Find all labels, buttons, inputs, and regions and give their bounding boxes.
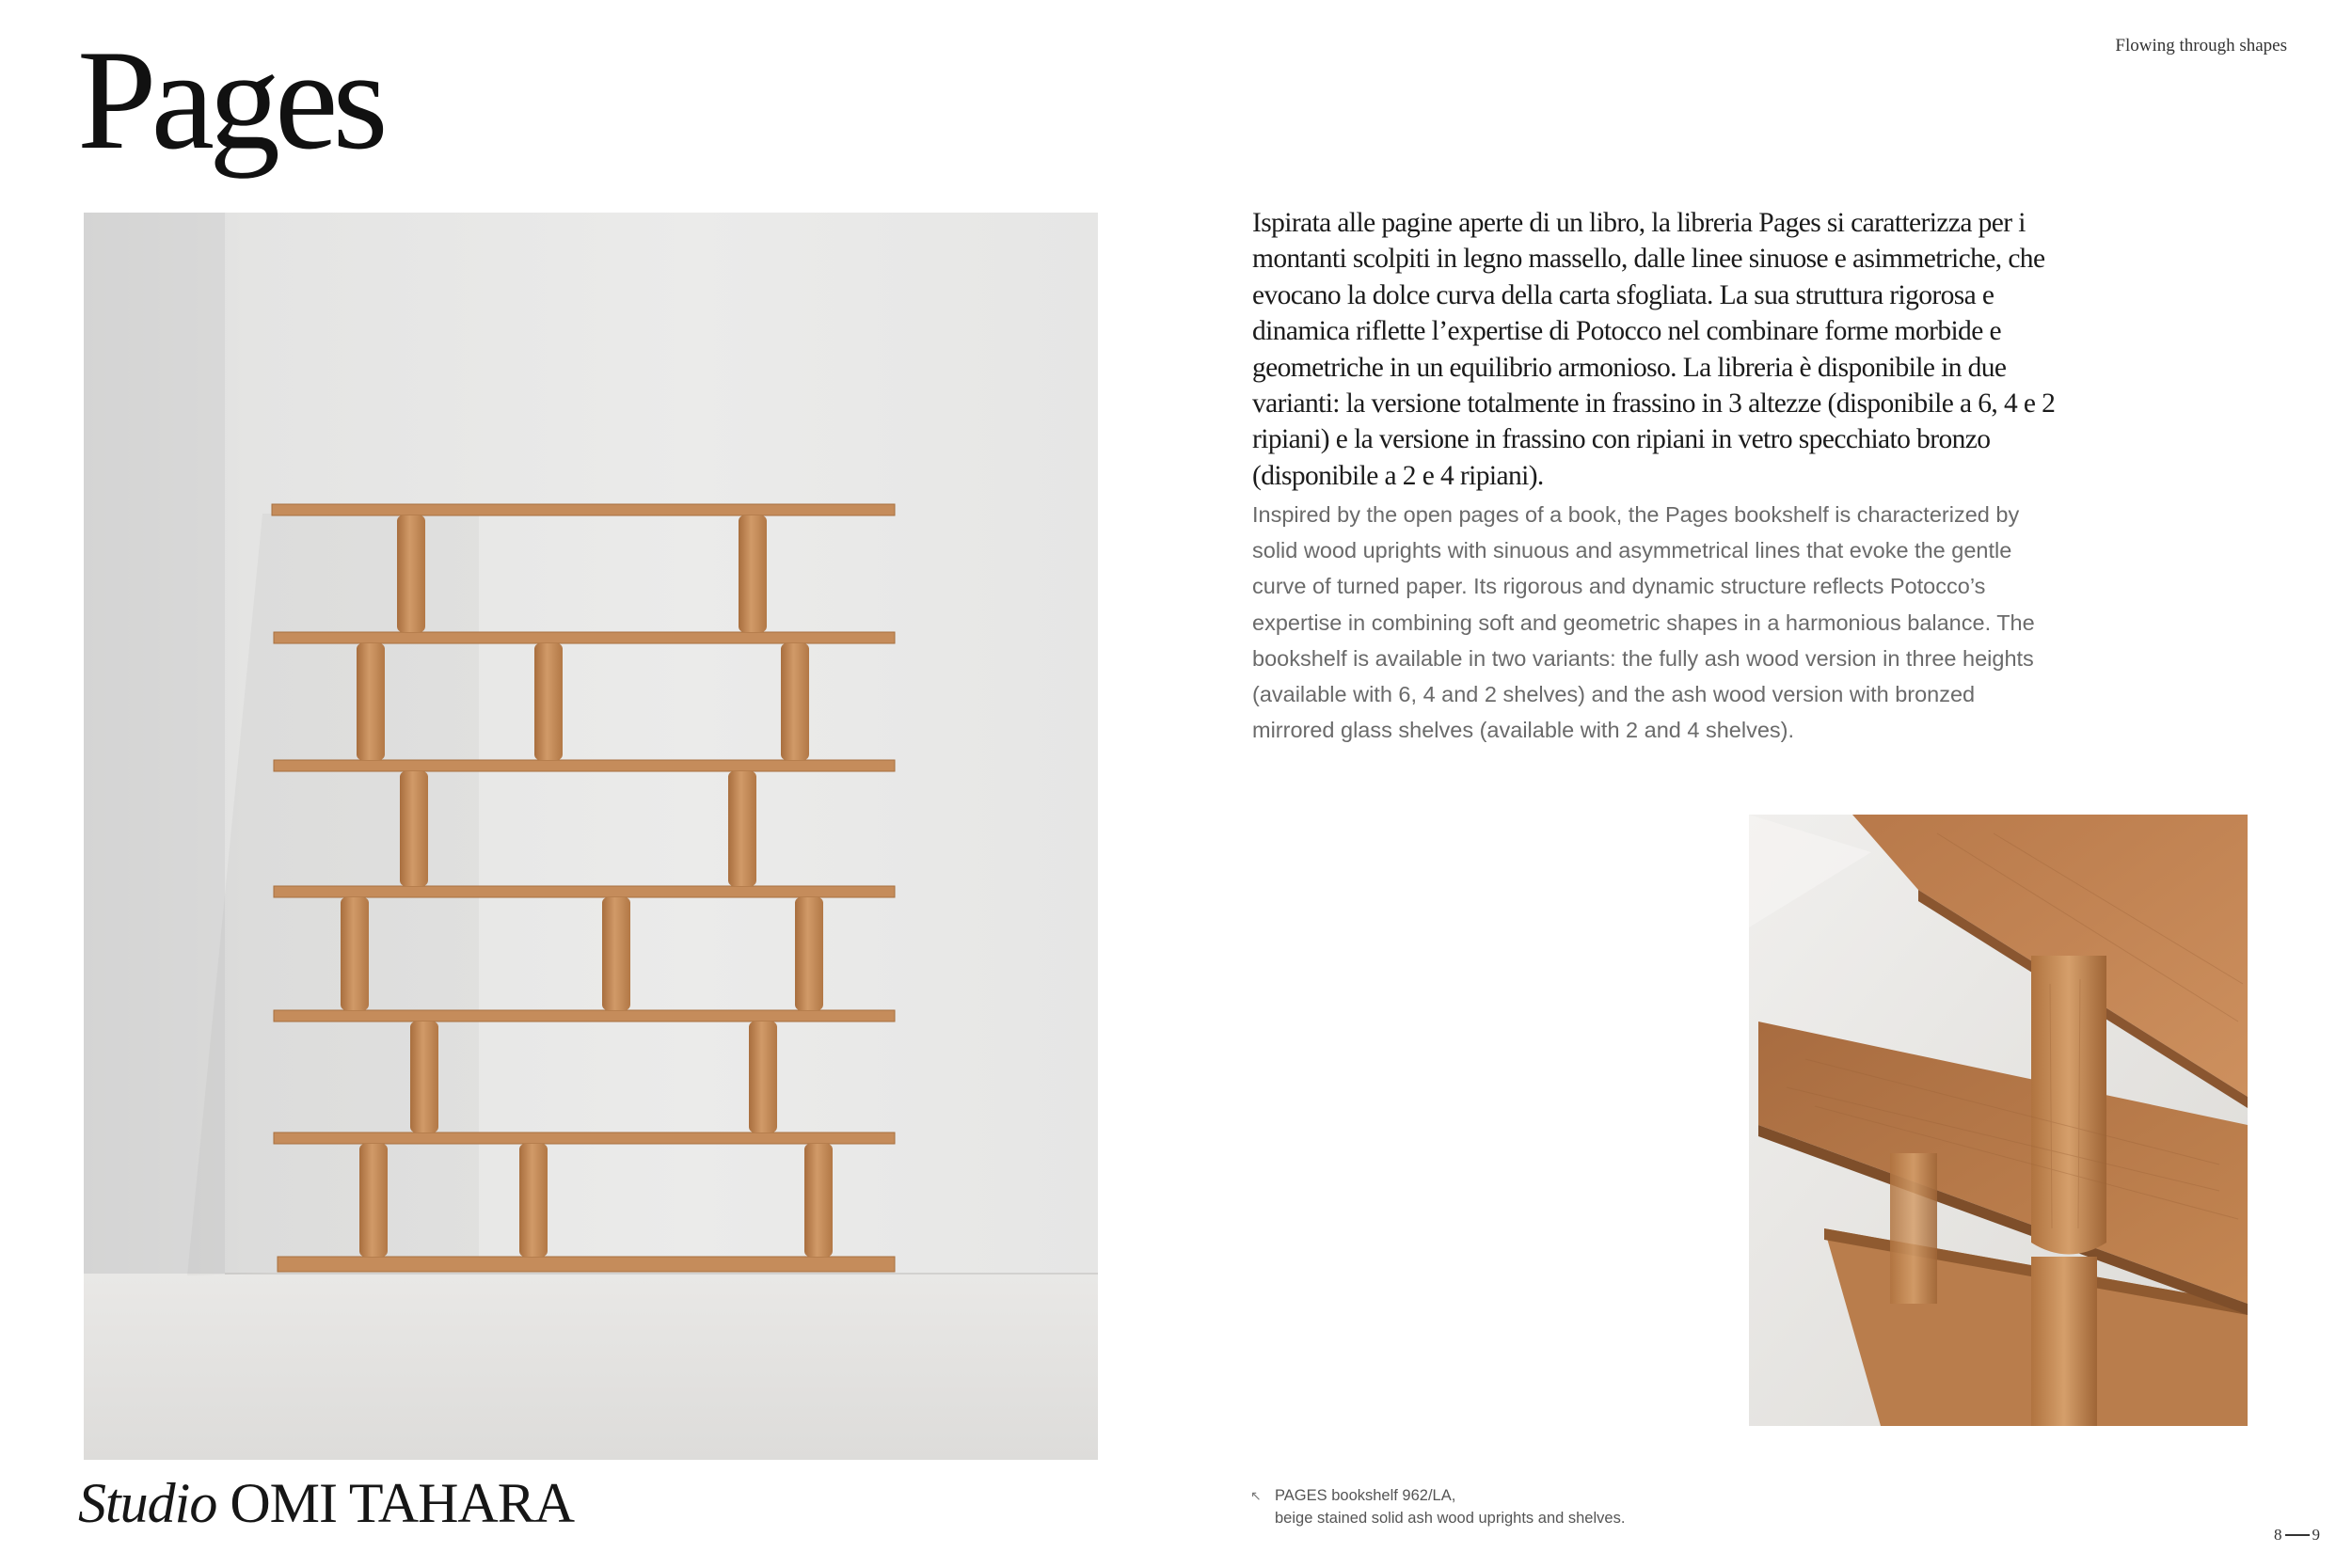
page-numbers: [2274, 1526, 2320, 1544]
caption-line-1: PAGES bookshelf 962/LA,: [1275, 1487, 1456, 1504]
bookshelf-illustration: [84, 213, 1098, 1460]
bookshelf-photo: [84, 213, 1098, 1460]
designer-credit: [78, 1472, 575, 1534]
arrow-up-left-icon: ↖: [1250, 1488, 1262, 1503]
designer-prefix: Studio: [78, 1472, 217, 1534]
description-english: Inspired by the open pages of a book, the Pages bookshelf is characterized by solid wood uprights with sinuous and asymmetrical lines that evoke the gentle curve of turned paper. Its rigorous and dynamic structure reflects Potocco’s expertise in combining soft and geometric shapes in a harmonious balance. The bookshelf is available in two variants: the fully ash wood version in three heights (available with 6, 4 and 2 shelves) and the ash wood version with bronzed mirrored glass shelves (available with 2 and 4 shelves).: [1252, 502, 2035, 743]
page-number-right: 9: [2312, 1526, 2320, 1544]
page-number-left: 8: [2274, 1526, 2282, 1544]
designer-name: OMI TAHARA: [230, 1472, 575, 1534]
page-number-separator: [2285, 1534, 2310, 1536]
description-italian: Ispirata alle pagine aperte di un libro, la libreria Pages si caratterizza per i montanti scolpiti in legno massello, dalle linee sinuose e asimmetriche, che evocano la dolce curva della carta sfogliata. La sua struttura rigorosa e dinamica riflette l’expertise di Potocco nel combinare forme morbide e geometriche in un equilibrio armonioso. La libreria è disponibile in due varianti: la versione totalmente in frassino in 3 altezze (disponibile a 6, 4 e 2 ripiani) e la versione in frassino con ripiani in vetro specchiato bronzo (disponibile a 2 e 4 ripiani).: [1252, 208, 2056, 491]
page-title: Pages: [77, 21, 383, 179]
bookshelf-detail-illustration: [1749, 815, 2248, 1426]
caption-line-2: beige stained solid ash wood uprights and shelves.: [1275, 1510, 1626, 1527]
photo-caption: [1250, 1484, 1777, 1529]
bookshelf-detail-photo: [1749, 815, 2248, 1426]
running-header: Flowing through shapes: [2115, 36, 2287, 55]
